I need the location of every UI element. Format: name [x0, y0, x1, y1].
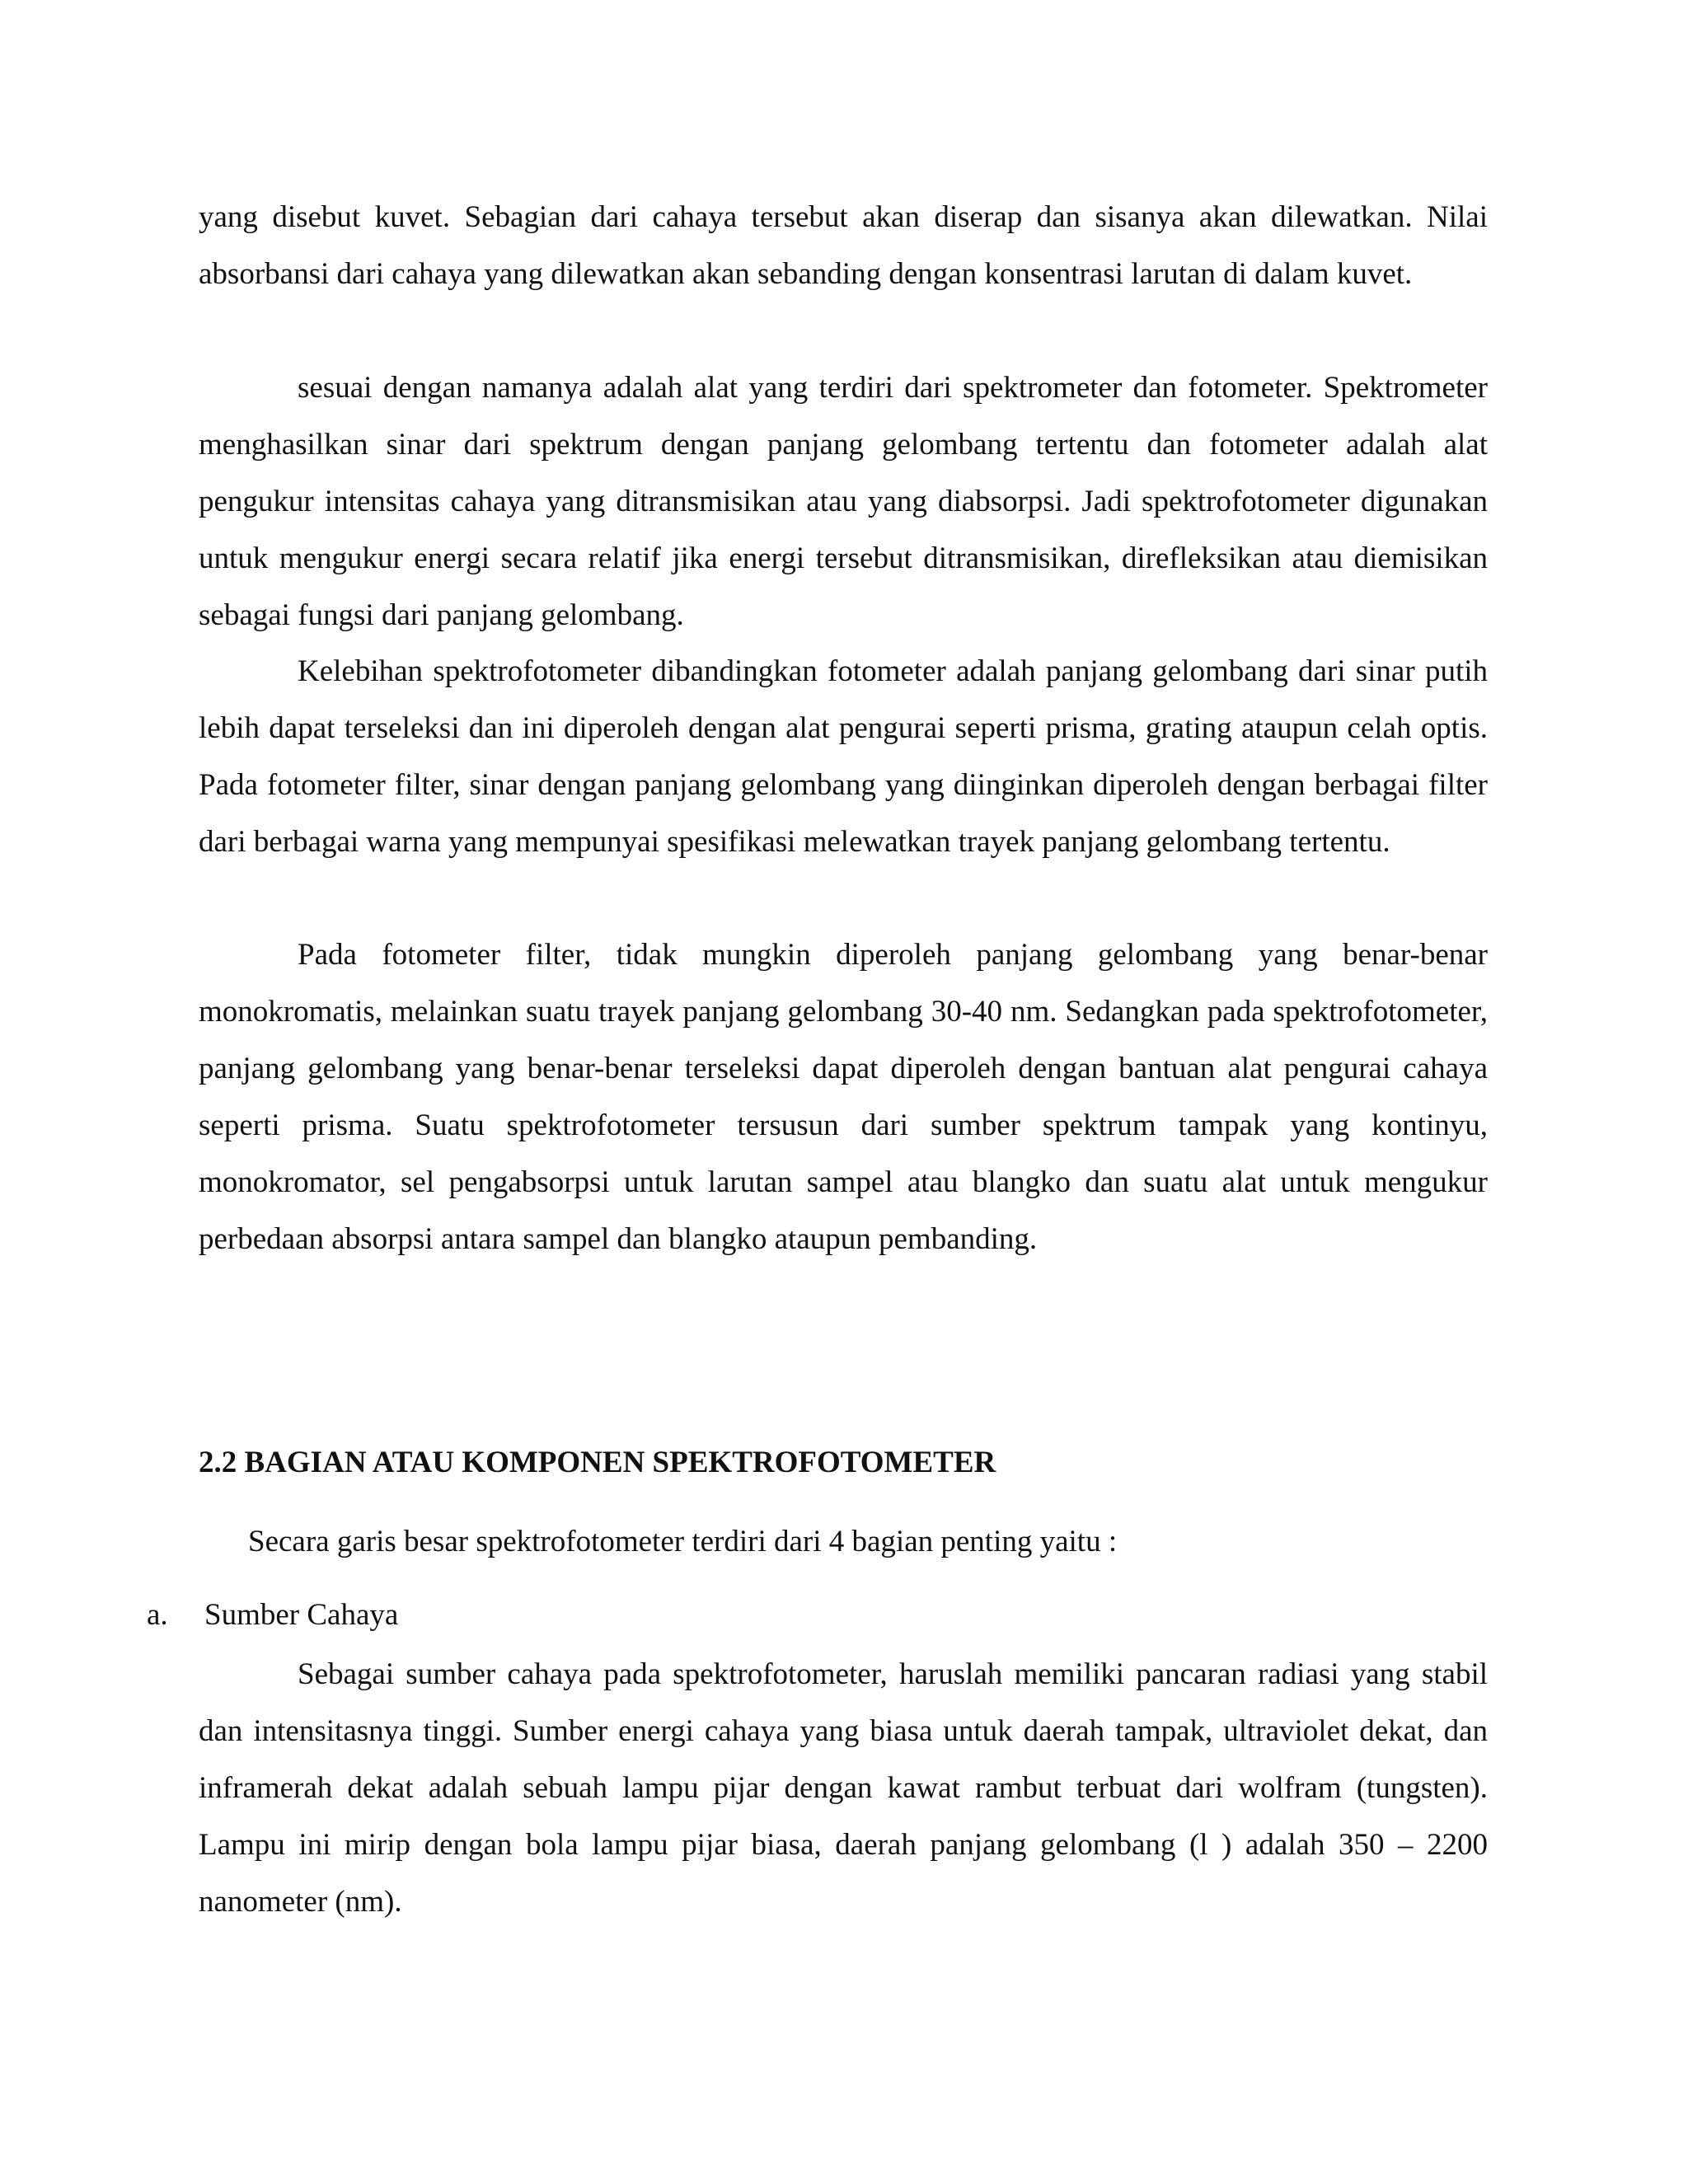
paragraph-continuation: yang disebut kuvet. Sebagian dari cahaya tersebut akan diserap dan sisanya akan dilewatkan. Nilai absorbansi dari cahaya yang dilewatkan akan sebanding dengan konsentrasi larutan di dalam kuvet. — [199, 200, 1488, 291]
list-item-title: Sumber Cahaya — [204, 1598, 399, 1632]
section-heading: 2.2 BAGIAN ATAU KOMPONEN SPEKTROFOTOMETER — [199, 1446, 996, 1479]
section-intro: Secara garis besar spektrofotometer terdiri dari 4 bagian penting yaitu : — [248, 1525, 1118, 1558]
paragraph-fotometer-filter: Pada fotometer filter, tidak mungkin diperoleh panjang gelombang yang benar-benar monokromatis, melainkan suatu trayek panjang gelombang 30-40 nm. Sedangkan pada spektrofotometer, panjang gelombang yang benar-benar terseleksi dapat diperoleh dengan bantuan alat pengurai cahaya seperti prisma. Suatu spektrofotometer tersusun dari sumber spektrum tampak yang kontinyu, monokromator, sel pengabsorpsi untuk larutan sampel atau blangko dan suatu alat untuk mengukur perbedaan absorpsi antara sampel dan blangko ataupun pembanding. — [199, 938, 1488, 1256]
paragraph-kelebihan: Kelebihan spektrofotometer dibandingkan fotometer adalah panjang gelombang dari sinar putih lebih dapat terseleksi dan ini diperoleh dengan alat pengurai seperti prisma, grating ataupun celah optis. Pada fotometer filter, sinar dengan panjang gelombang yang diinginkan diperoleh dengan berbagai filter dari berbagai warna yang mempunyai spesifikasi melewatkan trayek panjang gelombang tertentu. — [199, 654, 1488, 859]
paragraph-sumber-cahaya: Sebagai sumber cahaya pada spektrofotometer, haruslah memiliki pancaran radiasi yang stabil dan intensitasnya tinggi. Sumber energi cahaya yang biasa untuk daerah tampak, ultraviolet dekat, dan inframerah dekat adalah sebuah lampu pijar dengan kawat rambut terbuat dari wolfram (tungsten). Lampu ini mirip dengan bola lampu pijar biasa, daerah panjang gelombang (l ) adalah 350 – 2200 nanometer (nm). — [199, 1657, 1488, 1919]
list-item-marker: a. — [147, 1598, 168, 1632]
paragraph-spektrofotometer-definition: sesuai dengan namanya adalah alat yang terdiri dari spektrometer dan fotometer. Spektrometer menghasilkan sinar dari spektrum dengan panjang gelombang tertentu dan fotometer adalah alat pengukur intensitas cahaya yang ditransmisikan atau yang diabsorpsi. Jadi spektrofotometer digunakan untuk mengukur energi secara relatif jika energi tersebut ditransmisikan, direfleksikan atau diemisikan sebagai fungsi dari panjang gelombang. — [199, 371, 1488, 632]
